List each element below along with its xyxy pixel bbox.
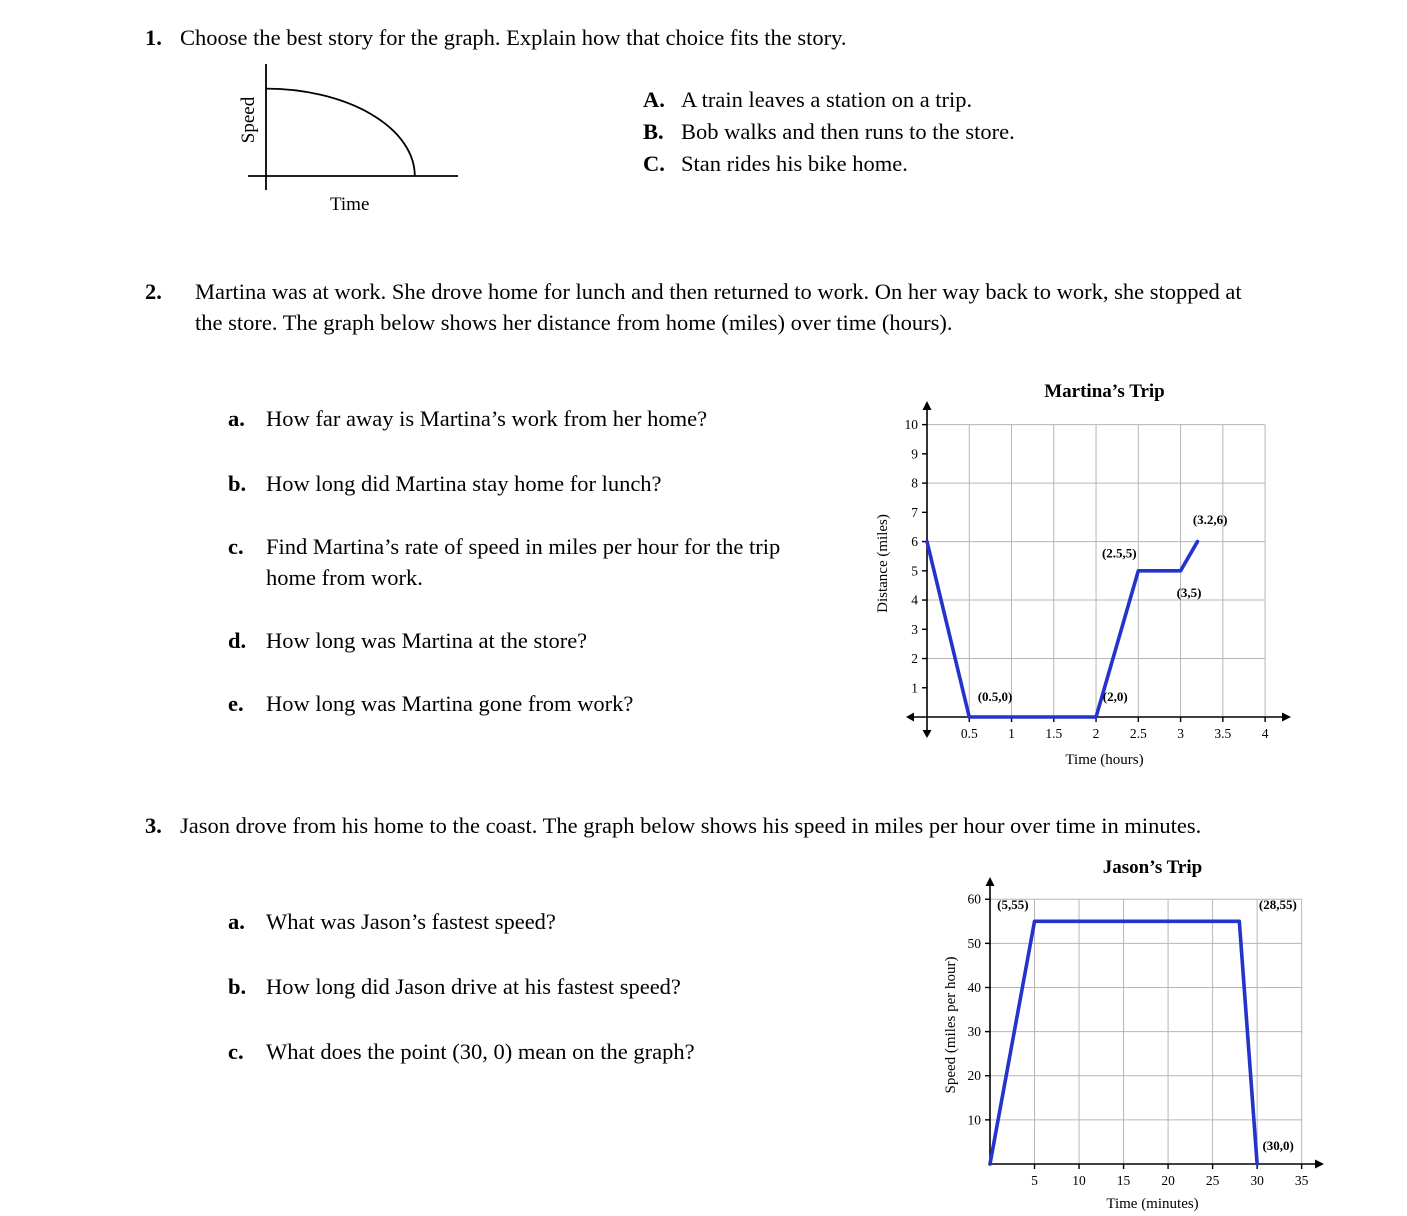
svg-text:10: 10 — [904, 417, 918, 433]
problem-1-header — [145, 22, 1295, 53]
question-label: d. — [228, 628, 247, 653]
svg-text:0.5: 0.5 — [960, 726, 978, 741]
question-label: a. — [228, 909, 245, 934]
problem-3-question-c — [228, 1036, 695, 1067]
choice-a — [643, 84, 1015, 116]
svg-text:1.5: 1.5 — [1045, 726, 1063, 741]
choice-b-text: Bob walks and then runs to the store. — [681, 118, 1015, 144]
svg-text:5: 5 — [911, 563, 918, 579]
svg-text:4: 4 — [1261, 726, 1269, 741]
svg-text:8: 8 — [911, 475, 918, 491]
problem-2-question-b — [228, 468, 662, 499]
svg-text:(3,5): (3,5) — [1176, 585, 1202, 601]
choice-b — [643, 116, 1015, 148]
svg-text:Time (hours): Time (hours) — [1065, 752, 1144, 768]
problem-3-prompt: Jason drove from his home to the coast. The graph below shows his speed in miles per hour over time in minutes. — [180, 813, 1202, 838]
question-label: c. — [228, 1039, 244, 1064]
svg-text:Martina’s Trip: Martina’s Trip — [1044, 381, 1165, 402]
svg-text:3: 3 — [1177, 726, 1184, 741]
question-text: How long was Martina gone from work? — [266, 691, 634, 716]
svg-text:30: 30 — [967, 1024, 981, 1040]
svg-text:10: 10 — [1072, 1173, 1086, 1188]
problem-1-speed-time-graph — [232, 56, 462, 216]
problem-2-question-c — [228, 531, 806, 593]
svg-text:20: 20 — [967, 1068, 981, 1084]
question-text: How long did Martina stay home for lunch? — [266, 471, 662, 496]
martina-trip-chart — [872, 372, 1302, 772]
problem-1-number: 1. — [145, 25, 162, 50]
question-text: How long was Martina at the store? — [266, 628, 588, 653]
question-label: b. — [228, 471, 247, 496]
problem-3-question-a — [228, 906, 556, 937]
svg-text:(30,0): (30,0) — [1262, 1137, 1294, 1153]
choice-c-text: Stan rides his bike home. — [681, 150, 908, 176]
problem-2-prompt: Martina was at work. She drove home for lunch and then returned to work. On her way back to work, she stopped at the store. The graph below shows her distance from home (miles) over time (hours). — [195, 279, 1242, 336]
problem-2-question-a — [228, 403, 707, 434]
problem-2-question-d — [228, 625, 587, 656]
svg-text:Distance (miles): Distance (miles) — [875, 514, 891, 613]
svg-text:2.5: 2.5 — [1129, 726, 1147, 741]
svg-text:Speed: Speed — [238, 96, 259, 144]
question-text: How far away is Martina’s work from her home? — [266, 406, 708, 431]
svg-text:40: 40 — [967, 979, 981, 995]
svg-text:(3.2,6): (3.2,6) — [1192, 512, 1228, 528]
svg-text:30: 30 — [1250, 1173, 1264, 1188]
svg-text:6: 6 — [911, 534, 918, 550]
question-text: Find Martina’s rate of speed in miles per hour for the trip home from work. — [266, 534, 781, 591]
question-text: What was Jason’s fastest speed? — [266, 909, 556, 934]
svg-text:(0.5,0): (0.5,0) — [977, 688, 1013, 704]
choice-b-label: B. — [643, 118, 664, 144]
svg-text:Time: Time — [329, 194, 370, 215]
question-label: c. — [228, 534, 244, 559]
question-label: a. — [228, 406, 245, 431]
choice-a-text: A train leaves a station on a trip. — [681, 87, 973, 112]
svg-text:1: 1 — [1008, 726, 1015, 741]
problem-2-number: 2. — [145, 279, 162, 304]
choice-c — [643, 148, 1015, 180]
svg-text:50: 50 — [967, 935, 981, 951]
svg-text:20: 20 — [1161, 1173, 1175, 1188]
svg-text:Time (minutes): Time (minutes) — [1106, 1196, 1199, 1212]
svg-text:7: 7 — [911, 504, 918, 520]
svg-text:15: 15 — [1116, 1173, 1131, 1188]
svg-text:Jason’s Trip: Jason’s Trip — [1102, 857, 1203, 878]
jason-trip-chart — [940, 856, 1340, 1216]
svg-text:(5,55): (5,55) — [997, 896, 1029, 912]
problem-1-choices — [643, 84, 1015, 180]
svg-text:4: 4 — [911, 592, 918, 608]
choice-c-label: C. — [643, 150, 665, 176]
svg-text:3: 3 — [911, 621, 918, 637]
problem-2-header — [145, 276, 1265, 338]
svg-text:2: 2 — [911, 651, 918, 667]
problem-3-question-b — [228, 971, 681, 1002]
problem-1-prompt: Choose the best story for the graph. Explain how that choice fits the story. — [180, 25, 847, 50]
svg-text:2: 2 — [1092, 726, 1100, 741]
svg-text:(2,0): (2,0) — [1102, 688, 1128, 704]
svg-text:3.5: 3.5 — [1214, 726, 1232, 741]
question-label: b. — [228, 974, 247, 999]
svg-text:25: 25 — [1205, 1173, 1220, 1188]
svg-text:9: 9 — [911, 446, 918, 462]
svg-text:(28,55): (28,55) — [1258, 896, 1297, 912]
svg-text:10: 10 — [967, 1112, 981, 1128]
question-text: What does the point (30, 0) mean on the graph? — [266, 1039, 695, 1064]
svg-text:1: 1 — [911, 680, 918, 696]
question-text: How long did Jason drive at his fastest speed? — [266, 974, 681, 999]
svg-text:60: 60 — [967, 891, 981, 907]
svg-text:Speed (miles per hour): Speed (miles per hour) — [943, 956, 959, 1094]
problem-3-header — [145, 810, 1305, 841]
svg-text:(2.5,5): (2.5,5) — [1101, 545, 1137, 561]
choice-a-label: A. — [643, 87, 665, 112]
problem-2-question-e — [228, 688, 633, 719]
svg-text:35: 35 — [1294, 1173, 1309, 1188]
svg-text:5: 5 — [1031, 1173, 1038, 1188]
question-label: e. — [228, 691, 244, 716]
problem-3-number: 3. — [145, 813, 162, 838]
